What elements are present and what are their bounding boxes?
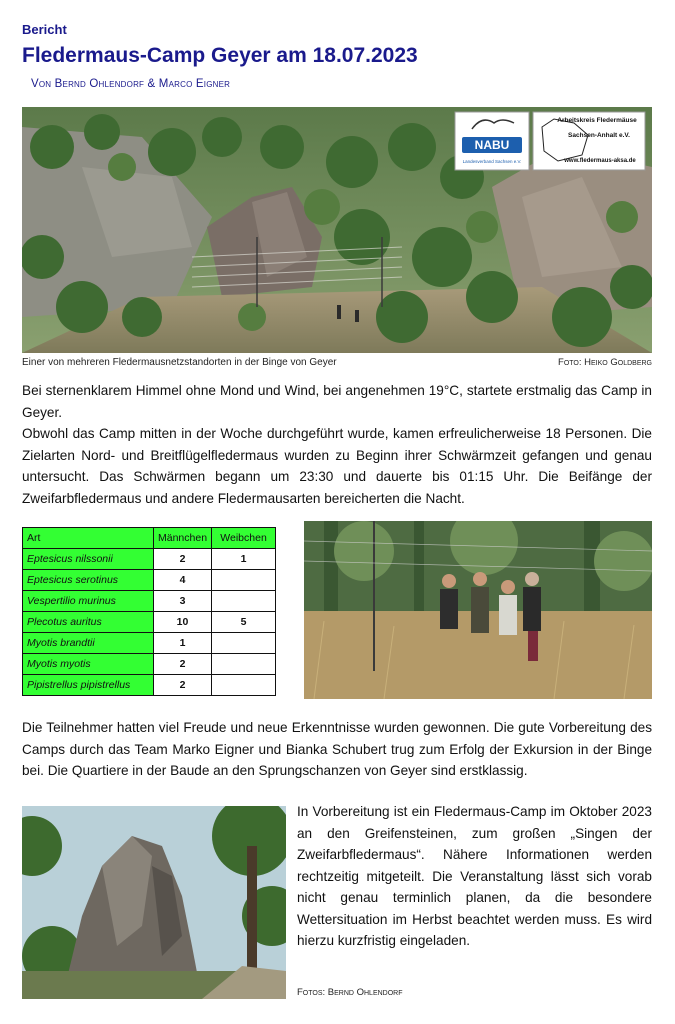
ak-url: www.fledermaus-aksa.de	[564, 158, 636, 164]
header-weibchen: Weibchen	[212, 528, 276, 549]
group-photo	[304, 521, 652, 699]
species-table	[22, 527, 276, 696]
nabu-sub: Landesverband Sachsen e.V.	[462, 159, 522, 164]
female-count	[212, 570, 276, 591]
hero-caption: Einer von mehreren Fledermausnetzstandorten in der Binge von Geyer	[22, 357, 337, 368]
table-row	[23, 591, 276, 612]
group-meadow-illustration	[304, 521, 652, 699]
species-name: Myotis brandtii	[23, 633, 154, 654]
header-maennchen: Männchen	[154, 528, 212, 549]
table-row	[23, 633, 276, 654]
intro-paragraph-2: Obwohl das Camp mitten in der Woche durchgeführt wurde, kamen erfreulicherweise 18 Personen. Die Zielarten Nord- und Breitflügelfledermaus wurden zu Beginn ihrer Schwärmzeit gefangen und genau untersucht. Das Schwärmen begann um 23:30 und dauerte bis 01:15 Uhr. Die Beifänge der Zweifarbfledermaus und andere Fledermausarten bereicherten die Nacht.	[22, 426, 652, 506]
female-count: 1	[212, 549, 276, 570]
species-table-header	[23, 528, 276, 549]
species-name: Myotis myotis	[23, 654, 154, 675]
species-name: Vespertilio murinus	[23, 591, 154, 612]
female-count	[212, 654, 276, 675]
intro-text	[22, 380, 652, 509]
table-row	[23, 612, 276, 633]
species-table-wrap	[22, 527, 276, 696]
female-count	[212, 675, 276, 696]
rock-formation-illustration	[22, 806, 286, 999]
table-row	[23, 570, 276, 591]
ak-line1: Arbeitskreis Fledermäuse	[557, 117, 637, 124]
species-name: Eptesicus nilssonii	[23, 549, 154, 570]
rock-photo	[22, 806, 286, 999]
nabu-mark: NABU	[474, 138, 510, 152]
male-count: 2	[154, 675, 212, 696]
male-count: 2	[154, 549, 212, 570]
section-label: Bericht	[22, 22, 67, 37]
ak-line2: Sachsen-Anhalt e.V.	[568, 132, 630, 139]
male-count: 3	[154, 591, 212, 612]
table-row	[23, 675, 276, 696]
intro-paragraph-1: Bei sternenklarem Himmel ohne Mond und Wind, bei angenehmen 19°C, startete erstmalig das Camp in Geyer.	[22, 383, 652, 420]
male-count: 10	[154, 612, 212, 633]
middle-paragraph: Die Teilnehmer hatten viel Freude und neue Erkenntnisse wurden gewonnen. Die gute Vorbereitung des Camps durch das Team Marko Eigner und Bianka Schubert trug zum Erfolg der Exkursion in der Binge bei. Die Quartiere in der Baude an den Sprungschanzen von Geyer sind erstklassig.	[22, 720, 652, 778]
female-count	[212, 633, 276, 654]
male-count: 1	[154, 633, 212, 654]
species-name: Plecotus auritus	[23, 612, 154, 633]
species-name: Pipistrellus pipistrellus	[23, 675, 154, 696]
photos-credit: Fotos: Bernd Ohlendorf	[297, 987, 403, 998]
male-count: 4	[154, 570, 212, 591]
table-row	[23, 549, 276, 570]
outlook-paragraph: In Vorbereitung ist ein Fledermaus-Camp im Oktober 2023 an den Greifensteinen, zum großen „Singen der Zweifarbfledermaus“. Nähere Informationen werden rechtzeitig mitgeteilt. Die Veranstaltung lässt sich vorab nicht genau terminlich planen, da die besondere Wettersituation im Herbst beachtet werden muss. Es wird hierzu kurzfristig eingeladen.	[297, 804, 652, 948]
species-name: Eptesicus serotinus	[23, 570, 154, 591]
page-title: Fledermaus-Camp Geyer am 18.07.2023	[22, 44, 418, 67]
authors-line: Von Bernd Ohlendorf & Marco Eigner	[31, 78, 231, 90]
male-count: 2	[154, 654, 212, 675]
hero-credit: Foto: Heiko Goldberg	[558, 357, 652, 368]
quarry-landscape-illustration	[22, 107, 652, 353]
table-row	[23, 654, 276, 675]
female-count: 5	[212, 612, 276, 633]
female-count	[212, 591, 276, 612]
hero-photo	[22, 107, 652, 353]
header-art: Art	[23, 528, 154, 549]
